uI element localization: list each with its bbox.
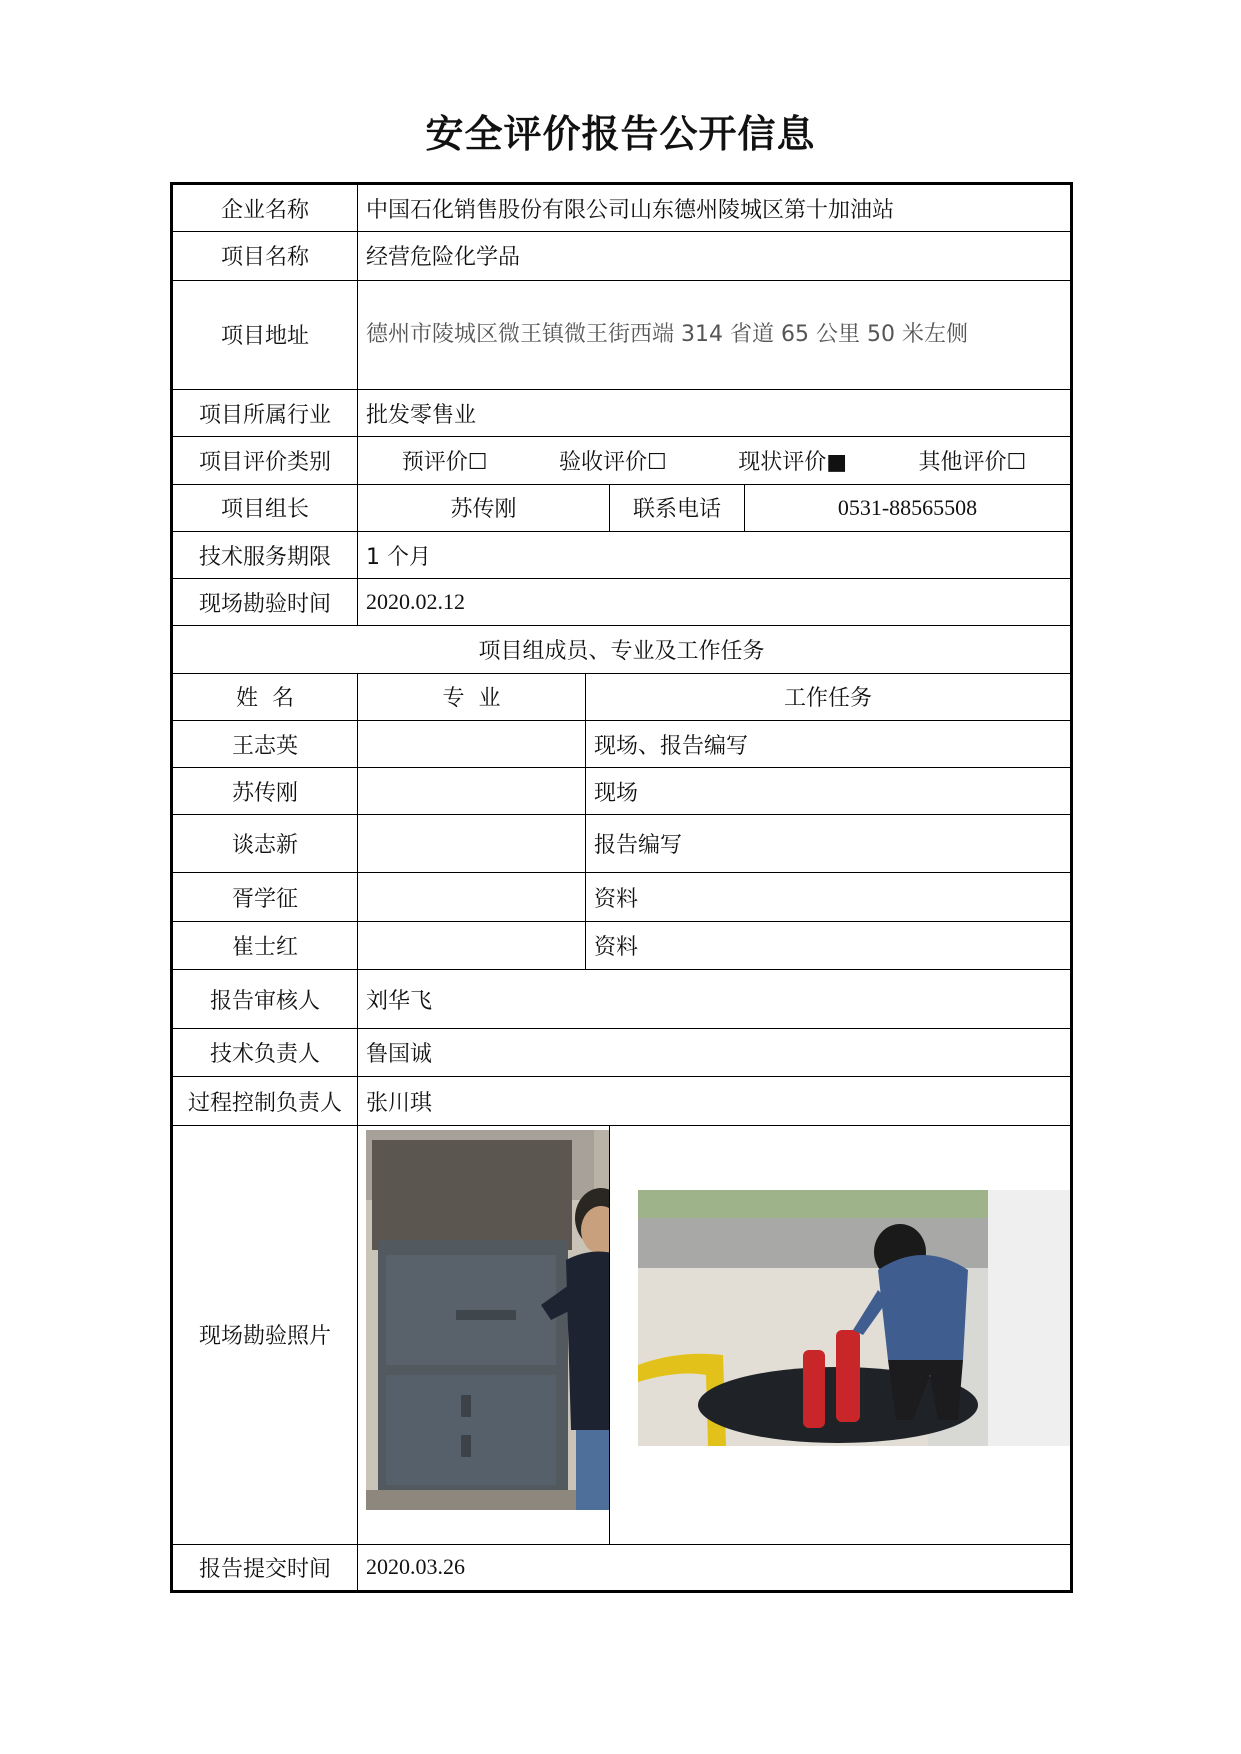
photos-label: 现场勘验照片: [172, 1125, 358, 1544]
option-pre-evaluation: 预评价☐: [401, 450, 488, 476]
evaluation-type-label: 项目评价类别: [172, 437, 358, 484]
member-task: 资料: [586, 873, 1072, 921]
photo-cell-left: [358, 1125, 610, 1544]
survey-time-label: 现场勘验时间: [172, 579, 358, 626]
member-major: [358, 720, 586, 767]
phone-label: 联系电话: [610, 484, 745, 531]
member-name: 崔士红: [172, 921, 358, 969]
member-task: 资料: [586, 921, 1072, 969]
member-name: 苏传刚: [172, 768, 358, 815]
member-task: 现场: [586, 768, 1072, 815]
option-status-evaluation: 现状评价■: [738, 450, 848, 476]
row-photos: [172, 1125, 1072, 1544]
column-header-major: 专 业: [358, 673, 586, 720]
member-row: [172, 720, 1072, 767]
team-leader-label: 项目组长: [172, 484, 358, 531]
row-team-leader: [172, 484, 1072, 531]
project-name-value: 经营危险化学品: [358, 232, 1072, 280]
column-header-task: 工作任务: [586, 673, 1072, 720]
members-header-row: [172, 673, 1072, 720]
row-industry: [172, 390, 1072, 437]
row-tech-lead: [172, 1029, 1072, 1077]
member-row: [172, 921, 1072, 969]
tech-lead-label: 技术负责人: [172, 1029, 358, 1077]
tech-lead-value: 鲁国诚: [358, 1029, 1072, 1077]
service-period-value: 1 个月: [358, 531, 1072, 578]
company-value: 中国石化销售股份有限公司山东德州陵城区第十加油站: [358, 184, 1072, 232]
page-title: 安全评价报告公开信息: [425, 112, 816, 156]
project-address-value: 德州市陵城区微王镇微王街西端 314 省道 65 公里 50 米左侧: [358, 280, 1072, 390]
project-name-label: 项目名称: [172, 232, 358, 280]
photo-cell-right: [610, 1125, 1072, 1544]
member-row: [172, 815, 1072, 873]
member-major: [358, 873, 586, 921]
members-heading: 项目组成员、专业及工作任务: [172, 626, 1072, 673]
industry-label: 项目所属行业: [172, 390, 358, 437]
company-label: 企业名称: [172, 184, 358, 232]
industry-value: 批发零售业: [358, 390, 1072, 437]
evaluation-type-options: [358, 437, 1072, 484]
submit-time-value: 2020.03.26: [358, 1544, 1072, 1591]
row-survey-time: [172, 579, 1072, 626]
row-submit-time: [172, 1544, 1072, 1591]
column-header-name: 姓 名: [172, 673, 358, 720]
reviewer-label: 报告审核人: [172, 970, 358, 1029]
process-lead-value: 张川琪: [358, 1077, 1072, 1125]
member-name: 胥学征: [172, 873, 358, 921]
row-project-address: [172, 280, 1072, 390]
phone-value: 0531-88565508: [745, 484, 1072, 531]
submit-time-label: 报告提交时间: [172, 1544, 358, 1591]
member-name: 谈志新: [172, 815, 358, 873]
member-task: 现场、报告编写: [586, 720, 1072, 767]
row-reviewer: [172, 970, 1072, 1029]
team-leader-value: 苏传刚: [358, 484, 610, 531]
member-task: 报告编写: [586, 815, 1072, 873]
option-other-evaluation: 其他评价☐: [918, 450, 1027, 476]
member-row: [172, 768, 1072, 815]
row-process-lead: [172, 1077, 1072, 1125]
reviewer-value: 刘华飞: [358, 970, 1072, 1029]
row-project-name: [172, 232, 1072, 280]
project-address-label: 项目地址: [172, 280, 358, 390]
row-members-heading: [172, 626, 1072, 673]
disclosure-form-table: [170, 182, 1073, 1593]
site-photo-inspection: [366, 1130, 610, 1510]
member-major: [358, 815, 586, 873]
member-major: [358, 921, 586, 969]
row-service-period: [172, 531, 1072, 578]
process-lead-label: 过程控制负责人: [172, 1077, 358, 1125]
option-acceptance-evaluation: 验收评价☐: [558, 450, 667, 476]
row-company: [172, 184, 1072, 232]
member-row: [172, 873, 1072, 921]
site-photo-fire-extinguishers: [638, 1190, 1072, 1446]
service-period-label: 技术服务期限: [172, 531, 358, 578]
member-name: 王志英: [172, 720, 358, 767]
row-evaluation-type: [172, 437, 1072, 484]
member-major: [358, 768, 586, 815]
survey-time-value: 2020.02.12: [358, 579, 1072, 626]
